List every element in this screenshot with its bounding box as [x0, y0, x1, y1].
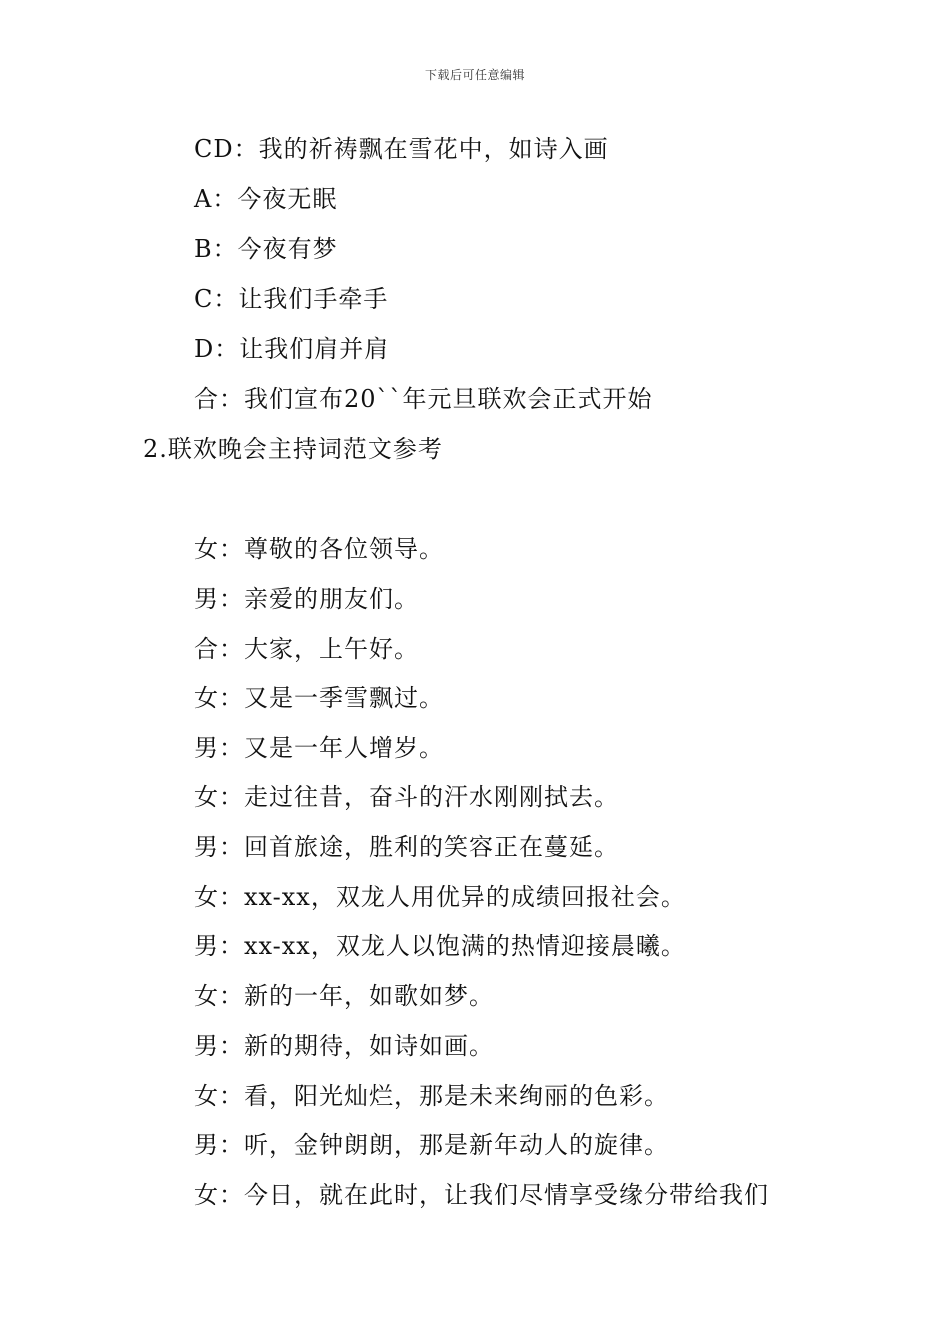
script-line: 男：又是一年人增岁。: [194, 734, 444, 762]
script-line: B：今夜有梦: [194, 235, 338, 263]
script-line: 女：又是一季雪飘过。: [194, 684, 444, 712]
script-line: 女：看，阳光灿烂，那是未来绚丽的色彩。: [194, 1082, 669, 1110]
script-line: 合：大家，上午好。: [194, 635, 419, 663]
script-line: 合：我们宣布20``年元旦联欢会正式开始: [194, 385, 653, 413]
script-line: CD：我的祈祷飘在雪花中，如诗入画: [194, 135, 609, 163]
script-line: 女：尊敬的各位领导。: [194, 535, 444, 563]
script-line: C：让我们手牵手: [194, 285, 389, 313]
script-line: 男：xx-xx，双龙人以饱满的热情迎接晨曦。: [194, 932, 686, 960]
script-line: 女：今日，就在此时，让我们尽情享受缘分带给我们: [194, 1181, 769, 1209]
script-line: D：让我们肩并肩: [194, 335, 390, 363]
script-line: 男：新的期待，如诗如画。: [194, 1032, 494, 1060]
script-line: 女：走过往昔，奋斗的汗水刚刚拭去。: [194, 783, 619, 811]
script-line: A：今夜无眠: [194, 185, 338, 213]
script-line: 男：亲爱的朋友们。: [194, 585, 419, 613]
script-line: 男：听，金钟朗朗，那是新年动人的旋律。: [194, 1131, 669, 1159]
header-note: 下载后可任意编辑: [424, 68, 525, 82]
script-line: 男：回首旅途，胜利的笑容正在蔓延。: [194, 833, 619, 861]
section-heading: 2.联欢晚会主持词范文参考: [143, 435, 443, 463]
script-line: 女：xx-xx，双龙人用优异的成绩回报社会。: [194, 883, 686, 911]
script-line: 女：新的一年，如歌如梦。: [194, 982, 494, 1010]
